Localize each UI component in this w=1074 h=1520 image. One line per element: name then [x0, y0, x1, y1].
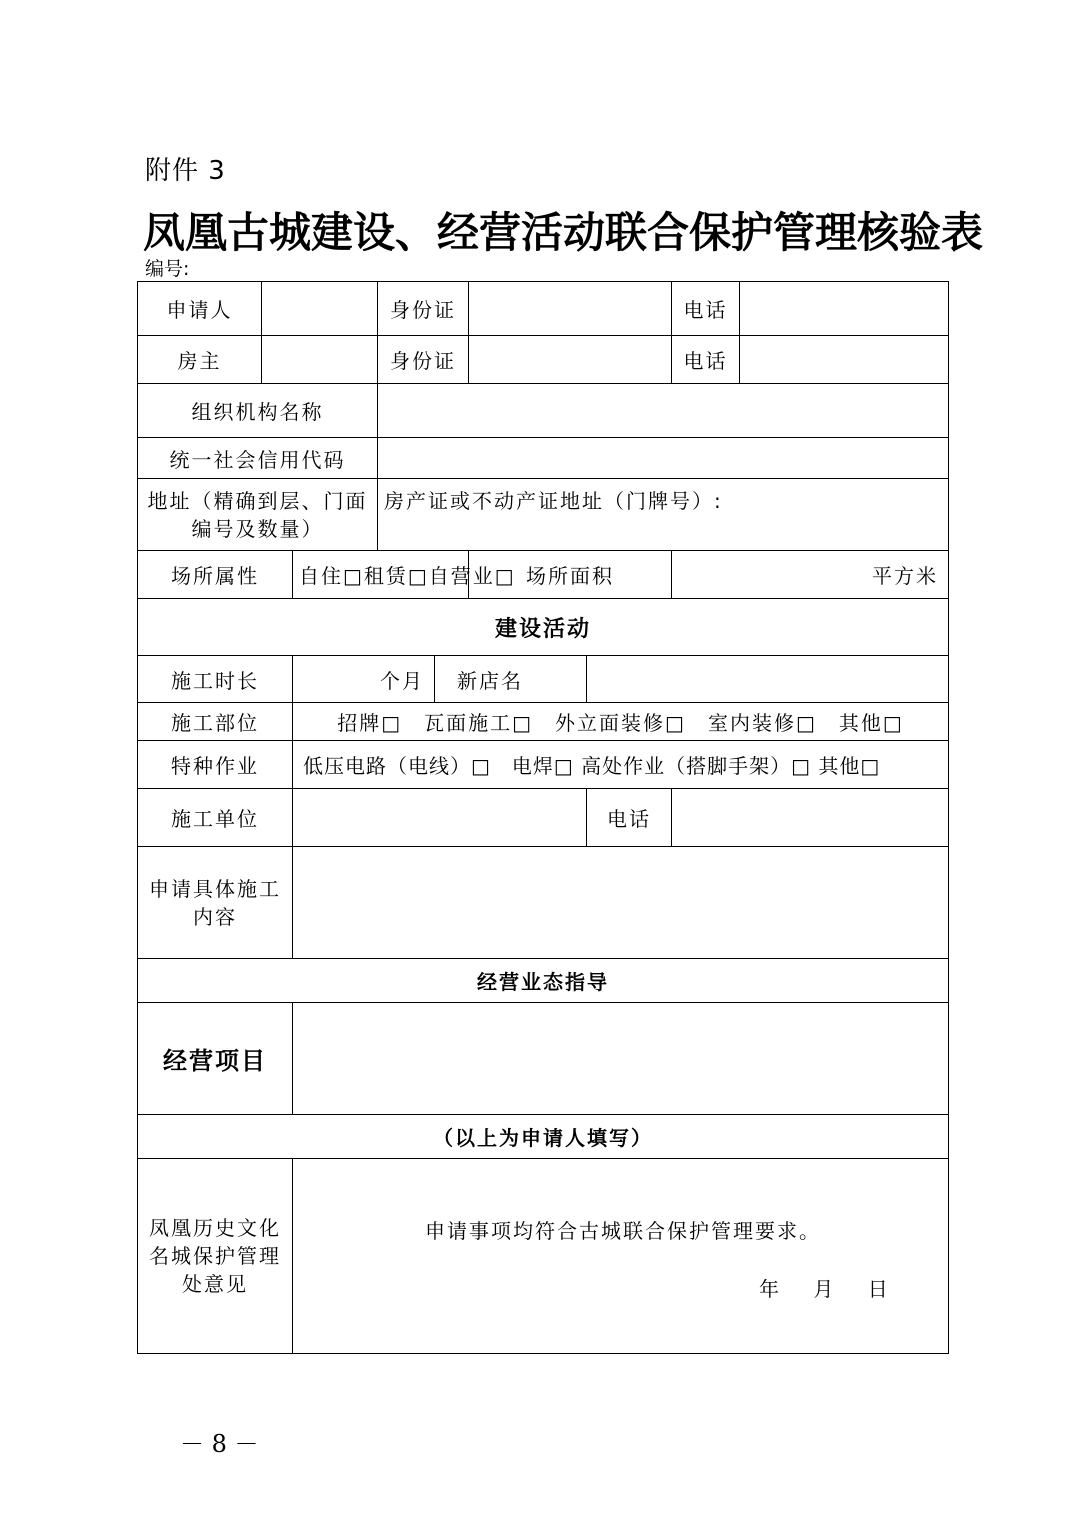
construction-unit-field[interactable]	[293, 789, 587, 847]
construction-section-header: 建设活动	[138, 599, 949, 656]
owner-field[interactable]	[262, 336, 378, 384]
new-shop-label: 新店名	[435, 656, 587, 703]
opinion-field[interactable]	[293, 1159, 949, 1354]
date-year: 年	[759, 1277, 781, 1301]
applicant-field[interactable]	[262, 282, 378, 336]
construction-content-row	[138, 847, 949, 959]
construction-part-row	[138, 703, 949, 741]
opinion-label: 凤凰历史文化名城保护管理处意见	[138, 1159, 293, 1354]
serial-number-label: 编号:	[145, 258, 190, 280]
date-day: 日	[867, 1277, 890, 1301]
address-field[interactable]	[378, 479, 949, 551]
duration-field[interactable]: 个月	[293, 656, 435, 703]
org-name-field[interactable]	[378, 384, 949, 438]
site-area-label: 场所面积	[469, 551, 672, 599]
page-number: － 8 －	[180, 1430, 259, 1458]
applicant-id-field[interactable]	[469, 282, 672, 336]
construction-part-options[interactable]: 招牌□ 瓦面施工□ 外立面装修□ 室内装修□ 其他□	[293, 703, 949, 741]
business-item-field[interactable]	[293, 1003, 949, 1115]
special-work-row	[138, 741, 949, 789]
special-work-options[interactable]: 低压电路（电线）□ 电焊□ 高处作业（搭脚手架）□ 其他□	[293, 741, 949, 789]
construction-unit-phone-field[interactable]	[672, 789, 949, 847]
site-attribute-row	[138, 551, 949, 599]
applicant-row	[138, 282, 949, 336]
owner-id-label: 身份证	[378, 336, 469, 384]
duration-label: 施工时长	[138, 656, 293, 703]
org-name-row	[138, 384, 949, 438]
construction-part-label: 施工部位	[138, 703, 293, 741]
construction-unit-label: 施工单位	[138, 789, 293, 847]
new-shop-field[interactable]	[587, 656, 949, 703]
applicant-note-row	[138, 1115, 949, 1159]
construction-content-label: 申请具体施工内容	[138, 847, 293, 959]
opinion-row	[138, 1159, 949, 1354]
credit-code-row	[138, 438, 949, 479]
applicant-phone-field[interactable]	[740, 282, 949, 336]
opinion-date	[759, 1273, 914, 1302]
applicant-id-label: 身份证	[378, 282, 469, 336]
org-name-label: 组织机构名称	[138, 384, 378, 438]
business-section-header: 经营业态指导	[138, 959, 949, 1003]
duration-row	[138, 656, 949, 703]
construction-unit-phone-label: 电话	[587, 789, 672, 847]
business-item-label: 经营项目	[138, 1003, 293, 1115]
address-hint: 房产证或不动产证地址（门牌号）:	[384, 489, 723, 513]
special-work-label: 特种作业	[138, 741, 293, 789]
owner-id-field[interactable]	[469, 336, 672, 384]
owner-phone-field[interactable]	[740, 336, 949, 384]
credit-code-field[interactable]	[378, 438, 949, 479]
construction-unit-row	[138, 789, 949, 847]
construction-header-row	[138, 599, 949, 656]
applicant-label: 申请人	[138, 282, 262, 336]
owner-label: 房主	[138, 336, 262, 384]
applicant-phone-label: 电话	[672, 282, 740, 336]
form-title: 凤凰古城建设、经营活动联合保护管理核验表	[143, 208, 984, 257]
construction-content-field[interactable]	[293, 847, 949, 959]
verification-form-table	[137, 281, 949, 1354]
attachment-label: 附件 3	[145, 156, 226, 186]
owner-phone-label: 电话	[672, 336, 740, 384]
site-area-field[interactable]: 平方米	[672, 551, 949, 599]
site-attribute-label: 场所属性	[138, 551, 293, 599]
opinion-text: 申请事项均符合古城联合保护管理要求。	[425, 1219, 821, 1243]
date-month: 月	[813, 1277, 836, 1301]
owner-row	[138, 336, 949, 384]
applicant-fill-note: （以上为申请人填写）	[138, 1115, 949, 1159]
credit-code-label: 统一社会信用代码	[138, 438, 378, 479]
address-row	[138, 479, 949, 551]
site-attribute-options[interactable]: 自住□租赁□自营业□	[293, 551, 469, 599]
address-label: 地址（精确到层、门面编号及数量）	[138, 479, 378, 551]
business-header-row	[138, 959, 949, 1003]
business-item-row	[138, 1003, 949, 1115]
